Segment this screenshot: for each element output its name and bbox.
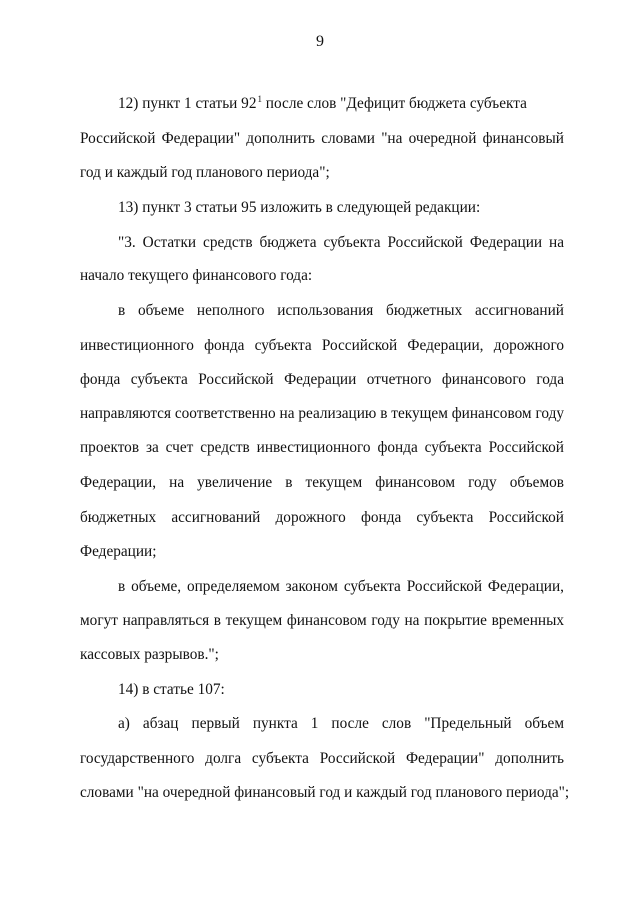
superscript: 1 [257, 93, 262, 104]
text-line: год и каждый год планового периода"; [80, 164, 330, 181]
text-line: фонда субъекта Российской Федерации отчетного финансового года [80, 371, 564, 388]
text-line: в объеме неполного использования бюджетных ассигнований [118, 302, 564, 319]
text-segment: после слов "Дефицит бюджета субъекта [261, 95, 527, 112]
text-line: инвестиционного фонда субъекта Российской Федерации, дорожного [80, 337, 564, 354]
text-line: Российской Федерации" дополнить словами "на очередной финансовый [80, 130, 564, 147]
text-line: кассовых разрывов."; [80, 646, 219, 663]
page-number: 9 [316, 33, 324, 50]
text-line: начало текущего финансового года: [80, 267, 313, 284]
text-line: Федерации; [80, 543, 157, 560]
text-line: направляются соответственно на реализацию в текущем финансовом году [80, 405, 564, 422]
text-line: государственного долга субъекта Российской Федерации" дополнить [80, 750, 564, 767]
text-segment: 12) пункт 1 статьи 92 [118, 95, 257, 112]
text-line: 14) в статье 107: [118, 681, 225, 698]
text-line: бюджетных ассигнований дорожного фонда субъекта Российской [80, 509, 564, 526]
text-line: "3. Остатки средств бюджета субъекта Российской Федерации на [118, 234, 564, 251]
text-line: могут направляться в текущем финансовом году на покрытие временных [80, 612, 564, 629]
text-line: Федерации, на увеличение в текущем финансовом году объемов [80, 474, 564, 491]
text-line: а) абзац первый пункта 1 после слов "Предельный объем [118, 715, 564, 732]
text-line [118, 94, 564, 114]
text-line: словами "на очередной финансовый год и каждый год планового периода"; [80, 784, 570, 801]
text-line: проектов за счет средств инвестиционного фонда субъекта Российской [80, 439, 564, 456]
text-line: в объеме, определяемом законом субъекта Российской Федерации, [118, 578, 564, 595]
text-line: 13) пункт 3 статьи 95 изложить в следующей редакции: [118, 199, 481, 216]
